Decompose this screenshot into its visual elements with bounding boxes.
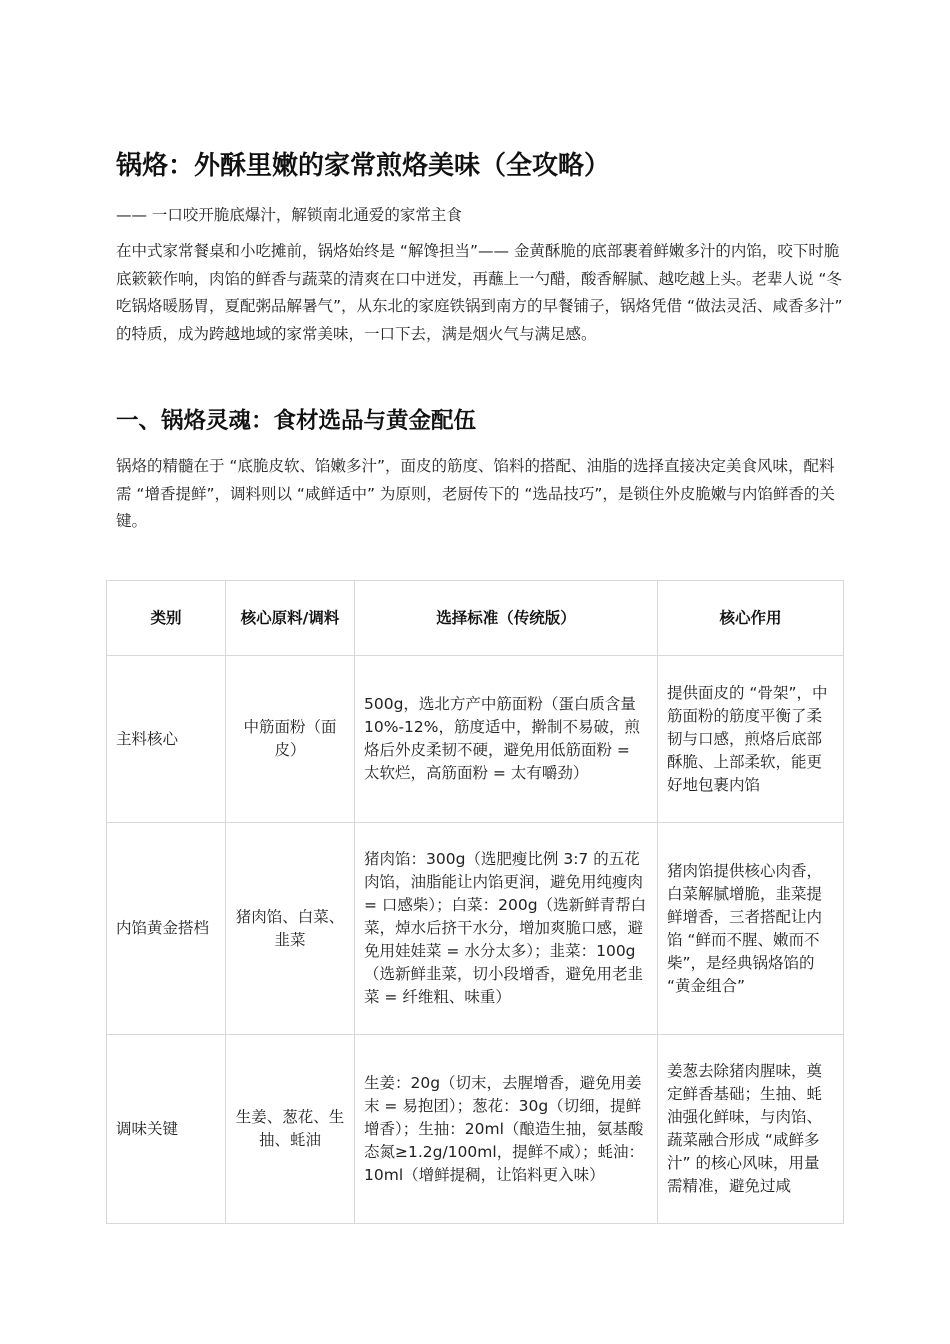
row-material: 猪肉馅、白菜、韭菜	[226, 823, 355, 1035]
row-category: 主料核心	[107, 656, 226, 823]
row-category: 内馅黄金搭档	[107, 823, 226, 1035]
section-heading: 一、锅烙灵魂：食材选品与黄金配伍	[116, 408, 477, 434]
row-category: 调味关键	[107, 1035, 226, 1224]
header-category: 类别	[107, 581, 226, 656]
row-material: 生姜、葱花、生抽、蚝油	[226, 1035, 355, 1224]
article-subtitle: —— 一口咬开脆底爆汁，解锁南北通爱的家常主食	[116, 206, 462, 224]
table-row	[107, 656, 844, 823]
table-header-row	[107, 581, 844, 656]
row-effect: 提供面皮的 “骨架”，中筋面粉的筋度平衡了柔韧与口感，煎烙后底部酥脆、上部柔软，能更好地包裹内馅	[658, 656, 844, 823]
header-effect: 核心作用	[658, 581, 844, 656]
row-effect: 姜葱去除猪肉腥味，奠定鲜香基础；生抽、蚝油强化鲜味，与肉馅、蔬菜融合形成 “咸鲜多汁” 的核心风味，用量需精准，避免过咸	[658, 1035, 844, 1224]
ingredients-table	[106, 580, 844, 1224]
row-standard: 猪肉馅：300g（选肥瘦比例 3:7 的五花肉馅，油脂能让内馅更润，避免用纯瘦肉 = 口感柴）；白菜：200g（选新鲜青帮白菜，焯水后挤干水分，增加爽脆口感，避免用娃娃菜 = 水分太多）；韭菜：100g（选新鲜韭菜，切小段增香，避免用老韭菜 = 纤维粗、味重）	[355, 823, 658, 1035]
section-intro-paragraph: 锅烙的精髓在于 “底脆皮软、馅嫩多汁”，面皮的筋度、馅料的搭配、油脂的选择直接决定美食风味，配料需 “增香提鲜”，调料则以 “咸鲜适中” 为原则，老厨传下的 “选品技巧”，是锁住外皮脆嫩与内馅鲜香的关键。	[116, 457, 835, 530]
header-standard: 选择标准（传统版）	[355, 581, 658, 656]
table-row	[107, 823, 844, 1035]
article-title: 锅烙：外酥里嫩的家常煎烙美味（全攻略）	[116, 151, 611, 181]
table-row	[107, 1035, 844, 1224]
row-standard: 生姜：20g（切末，去腥增香，避免用姜末 = 易抱团）；葱花：30g（切细，提鲜增香）；生抽：20ml（酿造生抽，氨基酸态氮≥1.2g/100ml，提鲜不咸）；蚝油：10ml（增鲜提稠，让馅料更入味）	[355, 1035, 658, 1224]
intro-paragraph: 在中式家常餐桌和小吃摊前，锅烙始终是 “解馋担当”—— 金黄酥脆的底部裹着鲜嫩多汁的内馅，咬下时脆底簌簌作响，肉馅的鲜香与蔬菜的清爽在口中迸发，再蘸上一勺醋，酸香解腻、越吃越上头。老辈人说 “冬吃锅烙暖肠胃，夏配粥品解暑气”，从东北的家庭铁锅到南方的早餐铺子，锅烙凭借 “做法灵活、咸香多汁” 的特质，成为跨越地域的家常美味，一口下去，满是烟火气与满足感。	[116, 242, 843, 343]
header-material: 核心原料/调料	[226, 581, 355, 656]
row-standard: 500g，选北方产中筋面粉（蛋白质含量 10%-12%，筋度适中，擀制不易破，煎烙后外皮柔韧不硬，避免用低筋面粉 = 太软烂，高筋面粉 = 太有嚼劲）	[355, 656, 658, 823]
row-material: 中筋面粉（面皮）	[226, 656, 355, 823]
row-effect: 猪肉馅提供核心肉香，白菜解腻增脆，韭菜提鲜增香，三者搭配让内馅 “鲜而不腥、嫩而不柴”，是经典锅烙馅的 “黄金组合”	[658, 823, 844, 1035]
